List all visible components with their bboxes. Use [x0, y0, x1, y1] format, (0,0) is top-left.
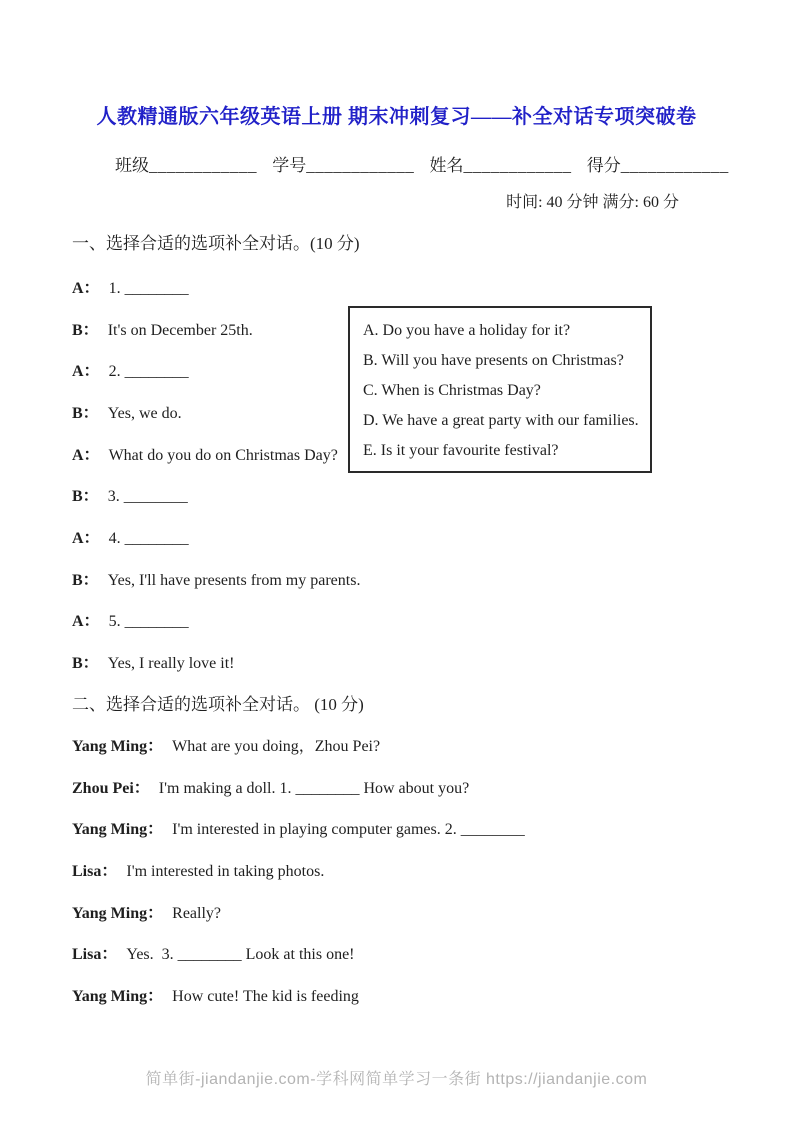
- dialogue-line: [72, 650, 234, 673]
- score-field-blank: ____________: [620, 156, 729, 175]
- dialogue-text: How cute! The kid is feeding: [172, 988, 359, 1005]
- dialogue-text: 1. ________: [108, 280, 189, 297]
- speaker-label: A：: [72, 363, 100, 380]
- dialogue-line: [72, 358, 189, 381]
- speaker-label: Yang Ming：: [72, 821, 164, 838]
- dialogue-line: [72, 733, 380, 756]
- dialogue-line: [72, 400, 182, 423]
- dialogue-text: Really?: [172, 905, 222, 922]
- speaker-label: A：: [72, 530, 100, 547]
- page-title: 人教精通版六年级英语上册 期末冲刺复习——补全对话专项突破卷: [96, 106, 697, 128]
- speaker-label: Lisa：: [72, 863, 118, 880]
- dialogue-text: 5. ________: [108, 613, 189, 630]
- dialogue-line: [72, 525, 189, 548]
- dialogue-line: [72, 983, 359, 1006]
- speaker-label: A：: [72, 447, 100, 464]
- class-field: [115, 156, 257, 175]
- class-field-blank: ____________: [149, 156, 257, 175]
- dialogue-text: Yes. 3. ________ Look at this one!: [126, 946, 355, 963]
- footer-watermark: 简单街-jiandanjie.com-学科网简单学习一条街 https://jiandanjie.com: [145, 1071, 648, 1088]
- dialogue-line: [72, 941, 355, 964]
- student-number-label: 学号: [272, 156, 307, 175]
- score-field-label: 得分: [586, 156, 621, 175]
- option-item: A. Do you have a holiday for it?: [363, 322, 571, 339]
- speaker-label: A：: [72, 613, 100, 630]
- student-number-blank: ____________: [306, 156, 415, 175]
- speaker-label: B：: [72, 322, 99, 339]
- dialogue-text: Yes, I'll have presents from my parents.: [107, 572, 361, 589]
- time-and-total-score: 时间: 40 分钟 满分: 60 分: [506, 194, 679, 211]
- dialogue-line: [72, 275, 189, 298]
- speaker-label: Lisa：: [72, 946, 118, 963]
- dialogue-text: I'm making a doll. 1. ________ How about you?: [158, 780, 470, 797]
- dialogue-text: I'm interested in playing computer games. 2. ________: [172, 821, 525, 838]
- speaker-label: Yang Ming：: [72, 988, 164, 1005]
- dialogue-line: [72, 442, 338, 465]
- option-item: D. We have a great party with our families.: [363, 412, 639, 429]
- name-field-blank: ____________: [463, 156, 572, 175]
- dialogue-line: [72, 858, 324, 881]
- class-field-label: 班级: [115, 156, 149, 175]
- speaker-label: Yang Ming：: [72, 738, 164, 755]
- speaker-label: B：: [72, 572, 99, 589]
- dialogue-text: What do you do on Christmas Day?: [108, 447, 338, 464]
- dialogue-line: [72, 317, 253, 340]
- dialogue-text: 2. ________: [108, 363, 189, 380]
- section1-heading: 一、选择合适的选项补全对话。(10 分): [72, 234, 360, 253]
- dialogue-text: It's on December 25th.: [107, 322, 253, 339]
- dialogue-line: [72, 816, 525, 839]
- speaker-label: B：: [72, 488, 99, 505]
- dialogue-text: Yes, we do.: [107, 405, 182, 422]
- option-item: C. When is Christmas Day?: [363, 382, 541, 399]
- speaker-label: A：: [72, 280, 100, 297]
- speaker-label: Yang Ming：: [72, 905, 164, 922]
- student-info-row: [115, 151, 740, 176]
- score-field: [587, 156, 729, 175]
- section2-heading: 二、选择合适的选项补全对话。 (10 分): [72, 695, 364, 714]
- speaker-label: Zhou Pei：: [72, 780, 150, 797]
- option-item: B. Will you have presents on Christmas?: [363, 352, 624, 369]
- name-field-label: 姓名: [429, 156, 464, 175]
- dialogue-text: 4. ________: [108, 530, 189, 547]
- student-number-field: [272, 156, 414, 175]
- speaker-label: B：: [72, 405, 99, 422]
- dialogue-line: [72, 483, 188, 506]
- dialogue-text: 3. ________: [107, 488, 188, 505]
- dialogue-text: What are you doing，Zhou Pei?: [172, 738, 381, 755]
- dialogue-line: [72, 900, 221, 923]
- dialogue-line: [72, 567, 360, 590]
- option-item: E. Is it your favourite festival?: [363, 442, 559, 459]
- name-field: [430, 156, 572, 175]
- speaker-label: B：: [72, 655, 99, 672]
- dialogue-line: [72, 775, 469, 798]
- dialogue-text: Yes, I really love it!: [107, 655, 235, 672]
- options-box: [348, 306, 652, 473]
- dialogue-line: [72, 608, 189, 631]
- dialogue-text: I'm interested in taking photos.: [126, 863, 325, 880]
